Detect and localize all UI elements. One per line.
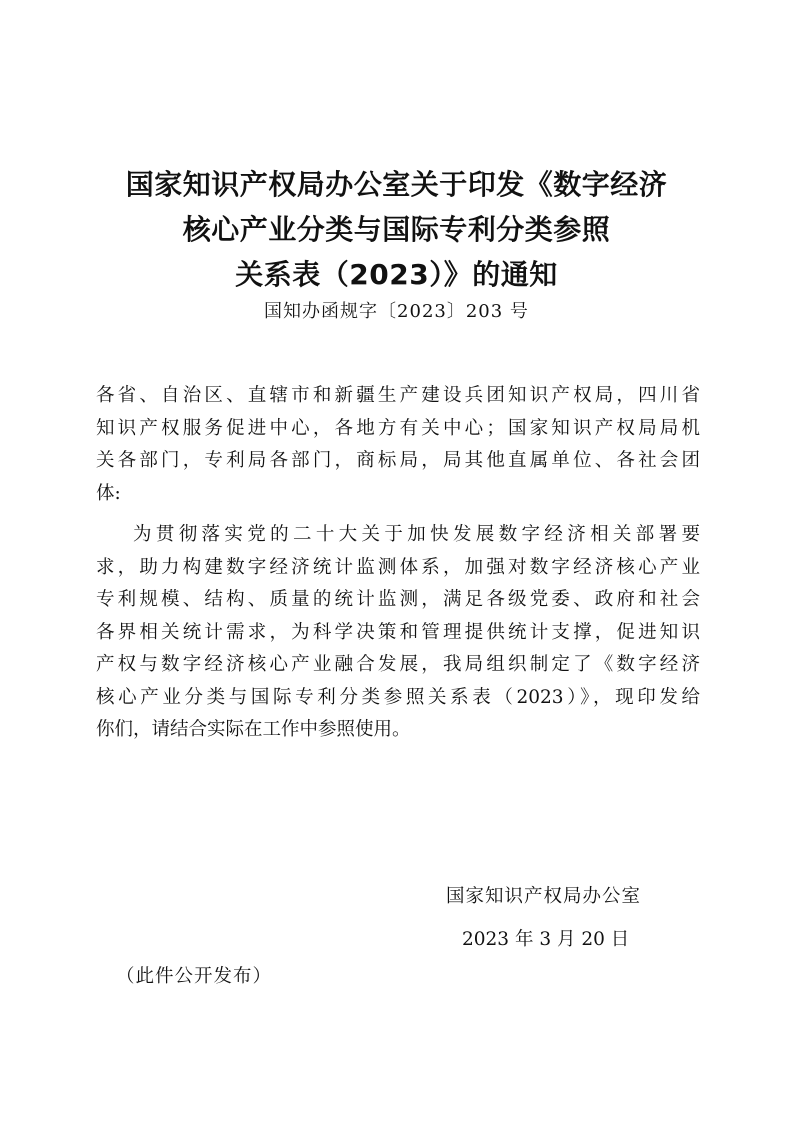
recipients-block bbox=[96, 380, 700, 510]
recipients-line: 各省、自治区、直辖市和新疆生产建设兵团知识产权局，四川省 bbox=[96, 385, 700, 406]
document-number: 国知办函规字〔2023〕203 号 bbox=[264, 301, 529, 322]
title-line-3: 关系表（2023）》的通知 bbox=[235, 258, 558, 291]
recipients-line: 体: bbox=[96, 482, 121, 504]
body-paragraph bbox=[96, 519, 700, 747]
body-line: 求，助力构建数字经济统计监测体系，加强对数字经济核心产业 bbox=[96, 556, 700, 578]
body-line: 核心产业分类与国际专利分类参照关系表（2023）》，现印发给 bbox=[96, 686, 700, 708]
recipients-line: 知识产权服务促进中心，各地方有关中心；国家知识产权局局机 bbox=[96, 417, 700, 439]
document-title bbox=[96, 162, 697, 297]
body-line: 为贯彻落实党的二十大关于加快发展数字经济相关部署要 bbox=[133, 524, 700, 545]
recipients-line: 关各部门，专利局各部门，商标局，局其他直属单位、各社会团 bbox=[96, 450, 700, 471]
issuer-signature: 国家知识产权局办公室 bbox=[446, 886, 642, 907]
body-line: 各界相关统计需求，为科学决策和管理提供统计支撑，促进知识 bbox=[96, 621, 700, 643]
body-line: 专利规模、结构、质量的统计监测，满足各级党委、政府和社会 bbox=[96, 589, 700, 610]
title-line-2: 核心产业分类与国际专利分类参照 bbox=[182, 213, 611, 246]
body-line: 产权与数字经济核心产业融合发展，我局组织制定了《数字经济 bbox=[96, 654, 700, 675]
disclosure-note: （此件公开发布） bbox=[116, 966, 273, 987]
title-line-1: 国家知识产权局办公室关于印发《数字经济 bbox=[125, 168, 668, 201]
issue-date: 2023 年 3 月 20 日 bbox=[462, 929, 630, 950]
body-line: 你们，请结合实际在工作中参照使用。 bbox=[96, 719, 411, 740]
